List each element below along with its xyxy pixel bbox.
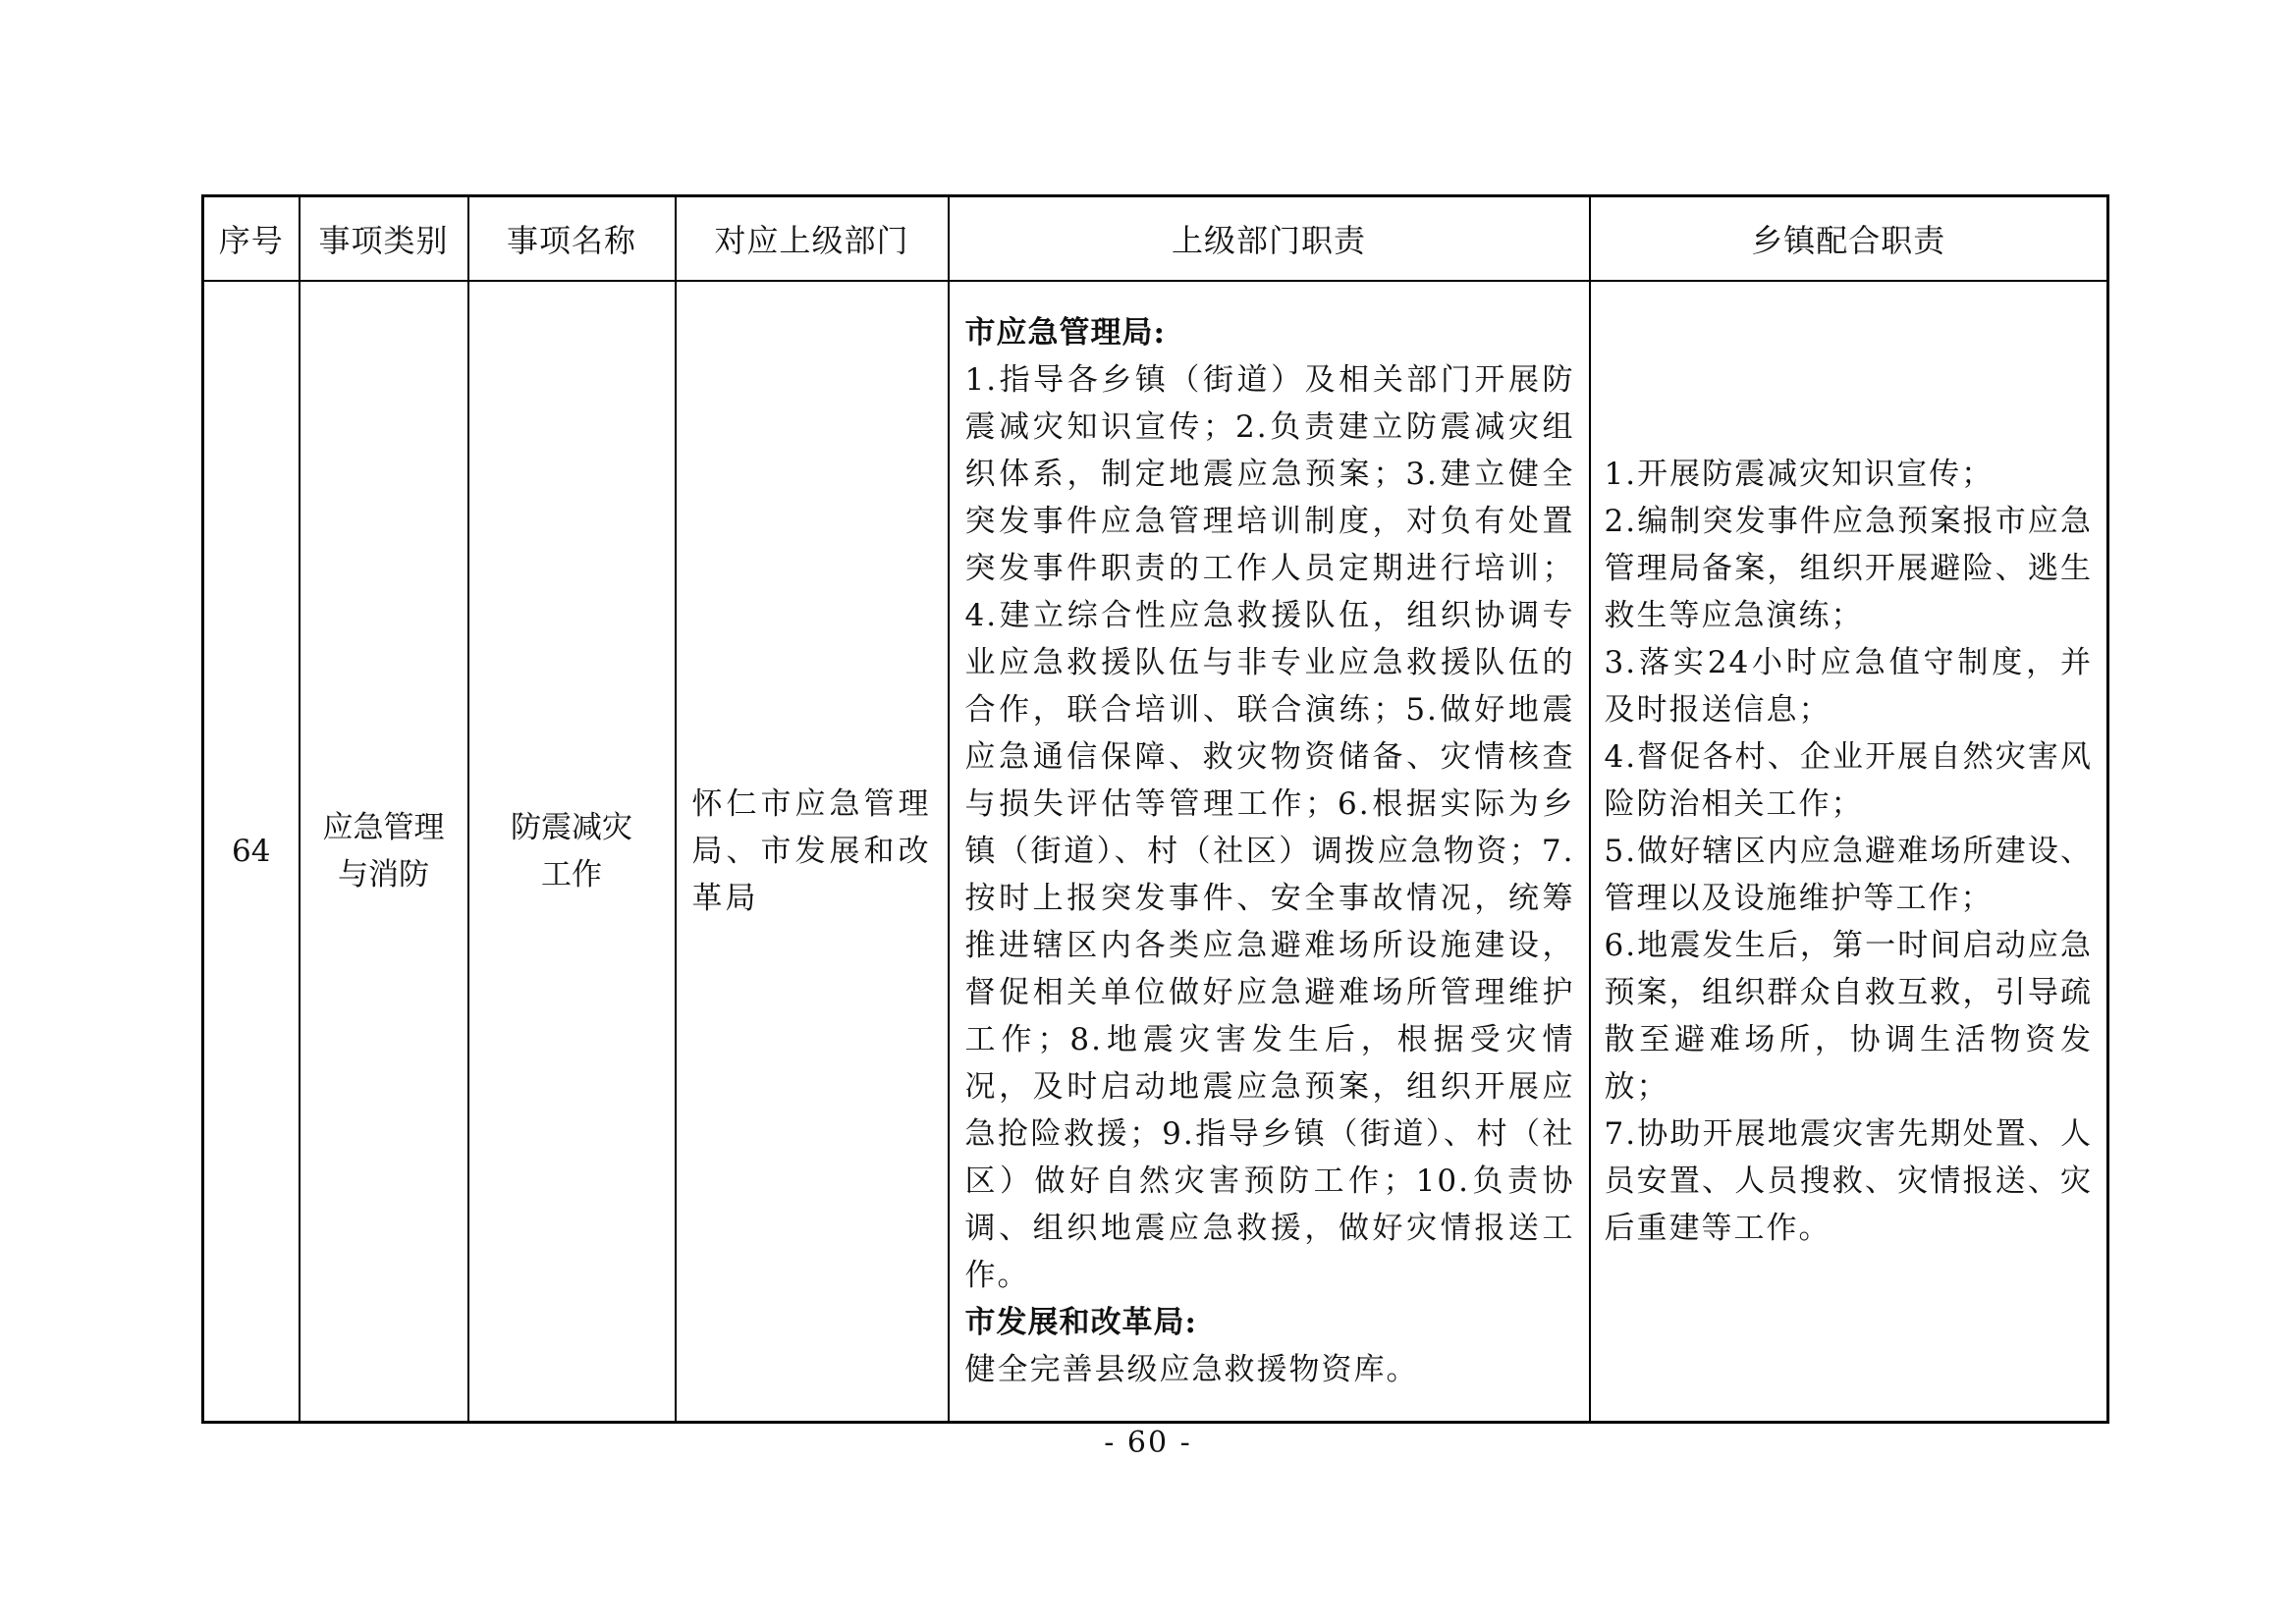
town-duty-item: 6.地震发生后，第一时间启动应急预案，组织群众自救互救，引导疏散至避难场所，协调生活物资发放； [1604, 928, 2093, 1105]
item-name-value: 防震减灾工作 [511, 810, 632, 893]
town-duty-item: 1.开展防震减灾知识宣传； [1604, 457, 1995, 492]
category-cell [300, 281, 468, 1423]
duty-block-emergency-bureau [965, 309, 1575, 1299]
duty-text: 健全完善县级应急救援物资库。 [964, 1352, 1419, 1387]
town-duties-cell [1590, 281, 2108, 1423]
town-duty-item: 5.做好辖区内应急避难场所建设、管理以及设施维护等工作； [1604, 834, 2093, 916]
header-category: 事项类别 [300, 196, 468, 282]
superior-department-value: 怀仁市应急管理局、市发展和改革局 [691, 786, 932, 916]
header-item-name: 事项名称 [468, 196, 676, 282]
superior-duties-cell [949, 281, 1590, 1423]
superior-department-cell [676, 281, 949, 1423]
page-number: - 60 - [1104, 1426, 1192, 1460]
duty-heading: 市应急管理局: [964, 315, 1166, 351]
town-duty-item: 7.协助开展地震灾害先期处置、人员安置、人员搜救、灾情报送、灾后重建等工作。 [1604, 1116, 2093, 1246]
item-name-cell [468, 281, 676, 1423]
table-header-row [203, 196, 2108, 282]
table-row [203, 281, 2108, 1423]
seq-value: 64 [232, 834, 271, 869]
town-duty-item: 4.督促各村、企业开展自然灾害风险防治相关工作； [1604, 739, 2093, 822]
duty-text: 1.指导各乡镇（街道）及相关部门开展防震减灾知识宣传；2.负责建立防震减灾组织体系，制定地震应急预案；3.建立健全突发事件应急管理培训制度，对负有处置突发事件职责的工作人员定期进行培训；4.建立综合性应急救援队伍，组织协调专业应急救援队伍与非专业应急救援队伍的合作，联合培训、联合演练；5.做好地震应急通信保障、救灾物资储备、灾情核查与损失评估等管理工作；6.根据实际为乡镇（街道）、村（社区）调拨应急物资；7.按时上报突发事件、安全事故情况，统筹推进辖区内各类应急避难场所设施建设，督促相关单位做好应急避难场所管理维护工作；8.地震灾害发生后，根据受灾情况，及时启动地震应急预案，组织开展应急抢险救援；9.指导乡镇（街道）、村（社区）做好自然灾害预防工作；10.负责协调、组织地震应急救援，做好灾情报送工作。 [964, 362, 1575, 1293]
seq-cell [203, 281, 300, 1423]
header-seq: 序号 [203, 196, 300, 282]
duty-block-development-bureau [965, 1299, 1575, 1393]
town-duty-item: 2.编制突发事件应急预案报市应急管理局备案，组织开展避险、逃生救生等应急演练； [1604, 504, 2093, 633]
header-town-duties: 乡镇配合职责 [1590, 196, 2108, 282]
duty-table [201, 194, 2109, 1424]
category-value: 应急管理与消防 [322, 810, 445, 893]
header-superior-duties: 上级部门职责 [949, 196, 1590, 282]
duty-heading: 市发展和改革局: [964, 1305, 1197, 1340]
town-duty-item: 3.落实24小时应急值守制度，并及时报送信息； [1604, 645, 2093, 728]
header-superior-department: 对应上级部门 [676, 196, 949, 282]
